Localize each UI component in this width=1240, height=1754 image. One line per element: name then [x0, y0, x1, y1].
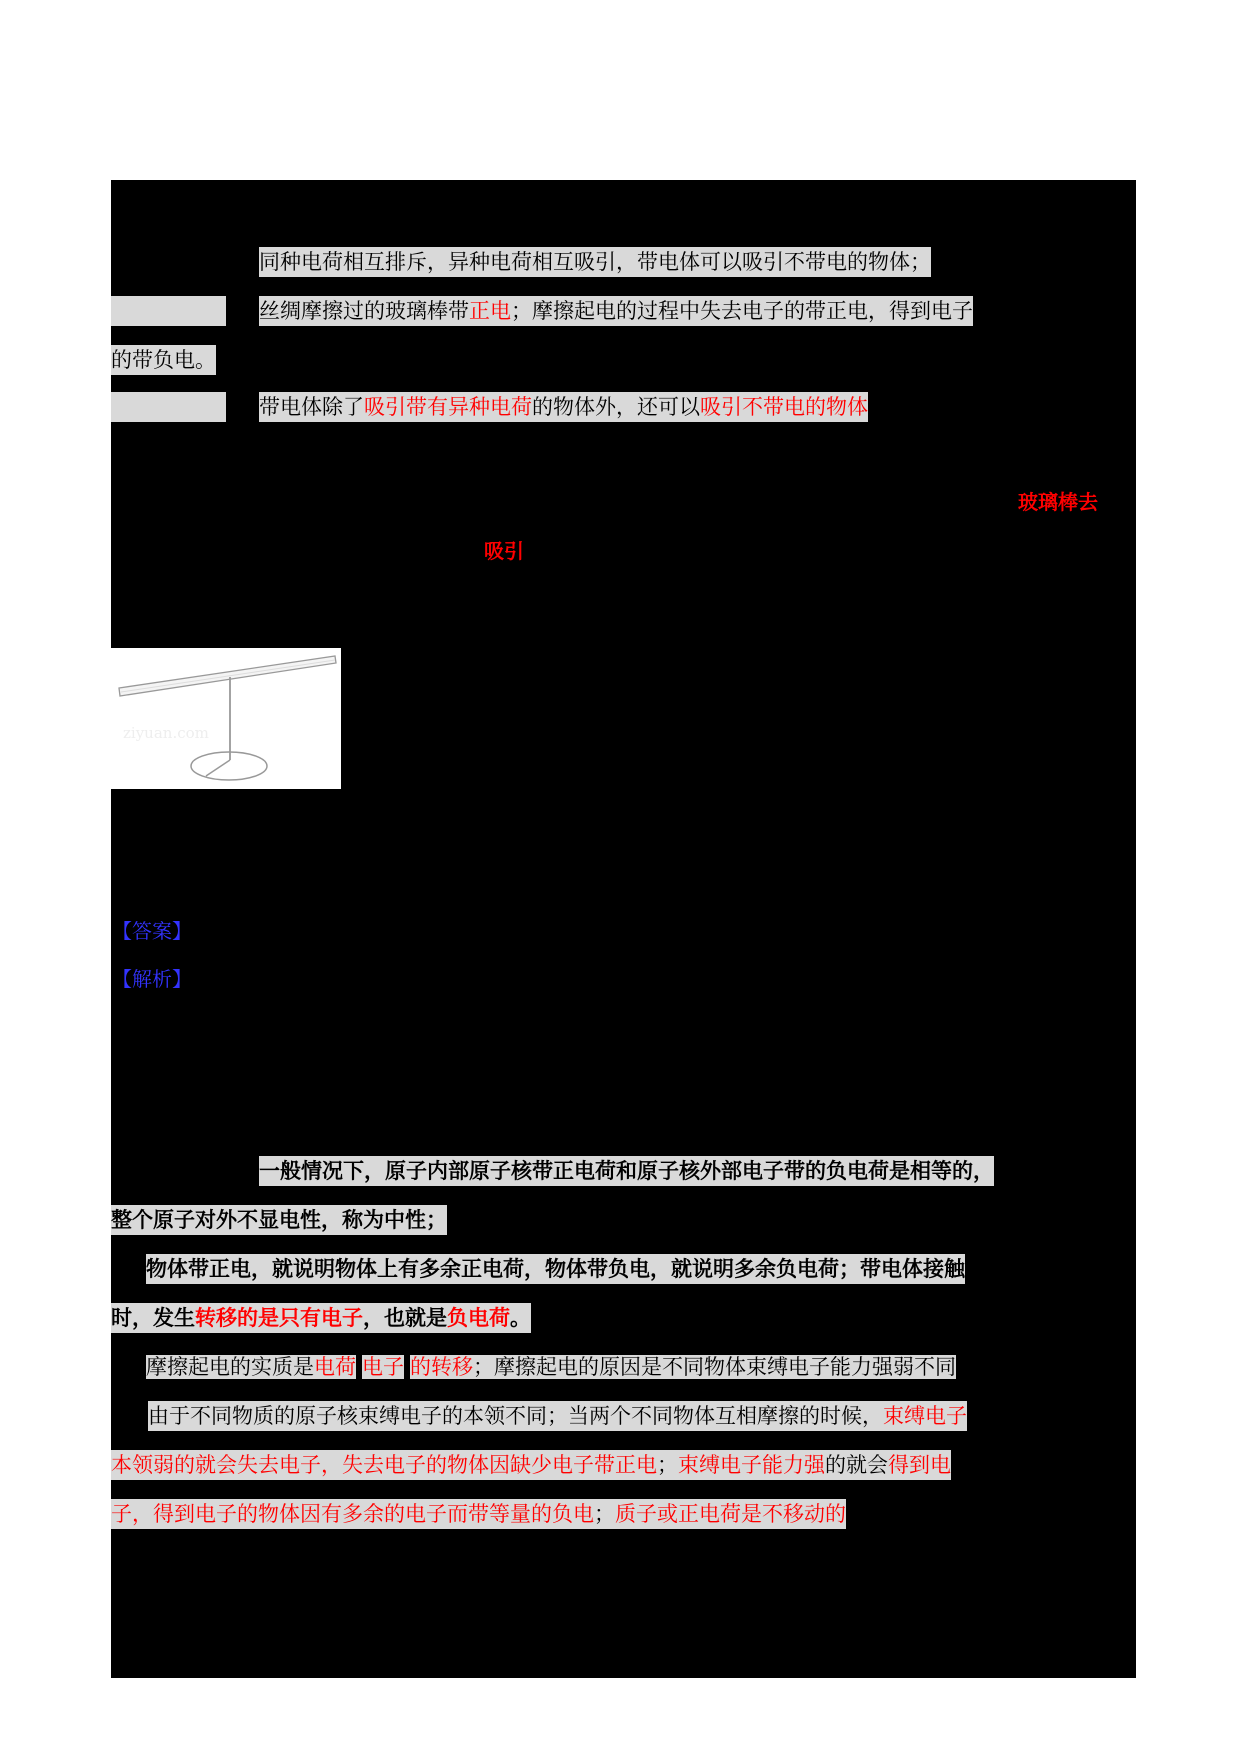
text-segment: ，也就是	[363, 1306, 447, 1330]
text-line-3	[111, 345, 216, 375]
text-segment: 物体带正电，就说明物体上有多余正电荷，物体带负电，就说明多余负电荷；带电体接触	[146, 1257, 965, 1281]
emphasis-bind-electrons: 束缚电子	[883, 1404, 967, 1428]
text-segment: ；摩擦起电的原因是不同物体束缚电子能力强弱不同	[473, 1355, 956, 1379]
analysis-line-7	[111, 1450, 951, 1480]
text-segment: 时，发生	[111, 1306, 195, 1330]
emphasis-charge: 电荷	[314, 1355, 356, 1379]
text-segment: 的带负电。	[111, 348, 216, 372]
analysis-line-8	[111, 1499, 846, 1529]
text-segment: ；	[594, 1502, 615, 1526]
text-segment: ；摩擦起电的过程中失去电子的带正电，得到电子	[511, 299, 973, 323]
redacted-box	[111, 296, 226, 326]
emphasis-gain-electrons: 得到电	[888, 1453, 951, 1477]
text-segment: 的物体外，还可以	[532, 395, 700, 419]
emphasis-lose-electrons: 本领弱的就会失去电子，失去电子的物体因缺少电子带正电	[111, 1453, 657, 1477]
emphasis-positive-charge: 正电	[469, 299, 511, 323]
glass-rod-fragment: 玻璃棒去	[1018, 490, 1098, 514]
analysis-line-2	[111, 1205, 447, 1235]
glass-rod-stand-figure	[111, 648, 341, 789]
attract-fragment: 吸引	[484, 539, 524, 563]
text-segment: 一般情况下，原子内部原子核带正电荷和原子核外部电子带的负电荷是相等的，	[259, 1159, 994, 1183]
text-line-2	[259, 296, 973, 326]
text-segment: 的就会	[825, 1453, 888, 1477]
rod-on-stand-icon	[111, 648, 341, 789]
answer-label: 【答案】	[112, 919, 192, 943]
text-segment: 由于不同物质的原子核束缚电子的本领不同；当两个不同物体互相摩擦的时候，	[148, 1404, 883, 1428]
svg-text:ziyuan.com: ziyuan.com	[123, 724, 209, 742]
text-line-1	[259, 247, 931, 277]
text-segment: 摩擦起电的实质是	[146, 1355, 314, 1379]
text-segment: 带电体除了	[259, 395, 364, 419]
text-segment: 整个原子对外不显电性，称为中性；	[111, 1208, 447, 1232]
emphasis-protons-fixed: 质子或正电荷是不移动的	[615, 1502, 846, 1526]
redacted-box	[111, 392, 226, 422]
analysis-line-1	[259, 1156, 994, 1186]
emphasis-only-electrons: 转移的是只有电子	[195, 1306, 363, 1330]
analysis-line-5	[146, 1352, 956, 1382]
analysis-line-4	[111, 1303, 531, 1333]
analysis-line-6	[148, 1401, 967, 1431]
analysis-label: 【解析】	[112, 967, 192, 991]
text-segment: 。	[510, 1306, 531, 1330]
emphasis-transfer: 的转移	[410, 1355, 473, 1379]
analysis-line-3	[146, 1254, 965, 1284]
emphasis-electron: 电子	[362, 1355, 404, 1379]
emphasis-attract-neutral: 吸引不带电的物体	[700, 395, 868, 419]
emphasis-gain-negative: 子，得到电子的物体因有多余的电子而带等量的负电	[111, 1502, 594, 1526]
text-segment: ；	[657, 1453, 678, 1477]
emphasis-strong-binding: 束缚电子能力强	[678, 1453, 825, 1477]
text-line-4	[259, 392, 868, 422]
like-charges-repel-text: 同种电荷相互排斥，异种电荷相互吸引，带电体可以吸引不带电的物体；	[259, 250, 931, 274]
emphasis-negative-charge: 负电荷	[447, 1306, 510, 1330]
emphasis-attract-opposite: 吸引带有异种电荷	[364, 395, 532, 419]
text-segment: 丝绸摩擦过的玻璃棒带	[259, 299, 469, 323]
